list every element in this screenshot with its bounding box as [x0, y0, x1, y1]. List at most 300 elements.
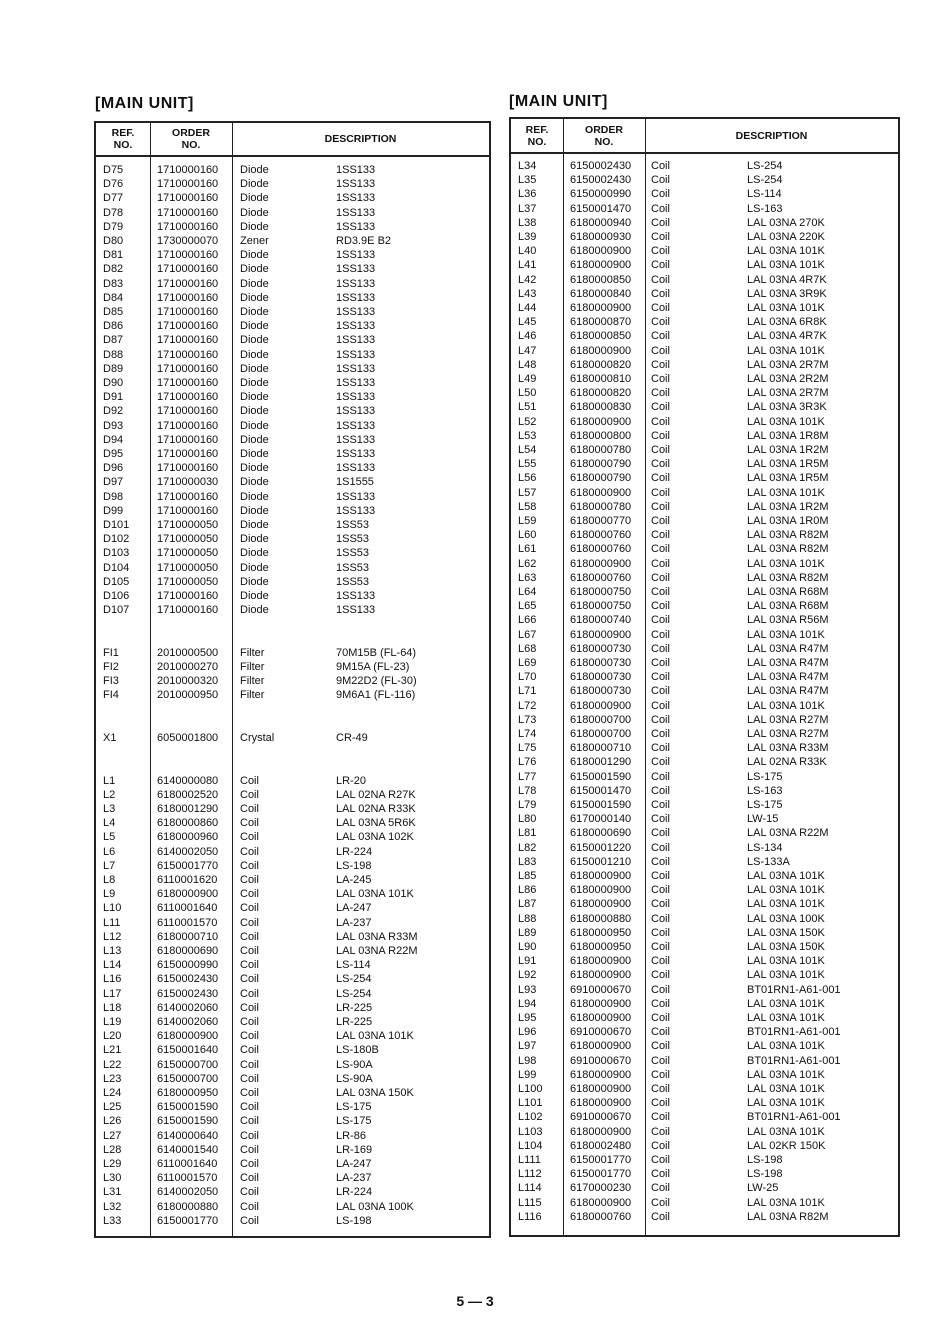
- order-no: 6150000990: [570, 188, 632, 201]
- ref-no: D82: [103, 263, 124, 276]
- part-type: Coil: [240, 874, 259, 886]
- table-row: [511, 912, 898, 926]
- part-type: Coil: [651, 983, 670, 996]
- table-row: [96, 1214, 489, 1228]
- ref-no: L31: [103, 1186, 122, 1199]
- part-type: Diode: [240, 178, 269, 191]
- part-spec: 1SS133: [336, 320, 376, 333]
- order-no: 1710000160: [157, 192, 219, 205]
- order-no: 6180000900: [570, 557, 632, 570]
- part-type: Coil: [651, 458, 670, 471]
- part-spec: 1SS133: [336, 405, 376, 418]
- order-no: 6180000810: [570, 373, 632, 385]
- ref-no: L114: [518, 1182, 542, 1195]
- order-no: 6140002050: [157, 1186, 219, 1199]
- part-type: Coil: [651, 756, 670, 769]
- order-no: 1710000160: [157, 249, 219, 262]
- part-spec: LAL 03NA R47M: [747, 657, 829, 669]
- order-no: 6180000900: [570, 969, 632, 982]
- order-no: 6180000760: [570, 543, 632, 556]
- table-row: [511, 784, 898, 798]
- order-no: 6180000710: [157, 930, 219, 943]
- part-spec: LAL 03NA 101K: [747, 898, 825, 911]
- part-spec: LAL 03NA R22M: [747, 827, 829, 840]
- table-row: [511, 1011, 898, 1025]
- part-type: Coil: [651, 245, 670, 258]
- table-row: [511, 1082, 898, 1096]
- part-type: Coil: [240, 859, 259, 872]
- order-no: 1710000160: [157, 206, 219, 219]
- part-type: Coil: [240, 774, 259, 787]
- ref-no: L24: [103, 1087, 122, 1099]
- order-no: 1710000050: [157, 575, 219, 588]
- ref-no: L22: [103, 1058, 122, 1071]
- table-row: [511, 202, 898, 216]
- part-spec: 1S1555: [336, 476, 374, 489]
- order-no: 6180000780: [570, 500, 632, 513]
- part-type: Coil: [651, 799, 670, 811]
- part-spec: LAL 03NA 6R8K: [747, 316, 827, 329]
- table-row: [511, 1167, 898, 1181]
- part-spec: LR-225: [336, 1001, 373, 1014]
- ref-no: D79: [103, 220, 124, 233]
- part-type: Coil: [651, 500, 670, 513]
- order-no: 6180001290: [570, 756, 632, 769]
- part-spec: LAL 03NA 101K: [747, 415, 825, 428]
- part-type: Coil: [651, 1168, 670, 1181]
- order-no: 1710000160: [157, 604, 219, 617]
- part-spec: LAL 03NA R27M: [747, 728, 829, 740]
- part-spec: 70M15B (FL-64): [336, 646, 417, 659]
- ref-no: L20: [103, 1030, 122, 1043]
- ref-no: D84: [103, 291, 124, 304]
- order-no: 1710000160: [157, 419, 219, 432]
- order-no: 6180000900: [570, 1040, 632, 1053]
- part-spec: 1SS133: [336, 263, 376, 276]
- table-row: [511, 386, 898, 400]
- part-spec: LAL 03NA R33M: [747, 742, 829, 755]
- order-no: 6180000900: [570, 884, 632, 897]
- table-row: [511, 869, 898, 883]
- table-row: [511, 727, 898, 741]
- order-no: 1710000160: [157, 405, 219, 418]
- order-no: 6140000080: [157, 774, 219, 787]
- part-spec: LAL 03NA 101K: [747, 557, 825, 570]
- table-row: [96, 234, 489, 248]
- ref-no: D81: [103, 249, 124, 262]
- ref-no: L6: [103, 845, 116, 858]
- part-type: Coil: [651, 1125, 670, 1138]
- part-type: Diode: [240, 448, 269, 460]
- part-spec: LAL 03NA 270K: [747, 216, 825, 229]
- part-type: Coil: [651, 600, 670, 613]
- table-row: [96, 660, 489, 674]
- ref-no: L88: [518, 912, 537, 925]
- part-spec: LR-169: [336, 1143, 373, 1156]
- part-type: Diode: [240, 192, 269, 205]
- order-no: 6150001210: [570, 855, 632, 868]
- part-spec: 1SS133: [336, 590, 376, 602]
- ref-no: D95: [103, 448, 124, 460]
- table-row: [96, 575, 489, 589]
- part-type: Coil: [651, 358, 670, 371]
- part-spec: LR-20: [336, 774, 366, 787]
- order-no: 1730000070: [157, 235, 219, 247]
- table-row: [511, 486, 898, 500]
- part-type: Coil: [651, 202, 670, 215]
- part-type: Coil: [240, 987, 259, 1000]
- part-spec: LAL 03NA 2R7M: [747, 358, 829, 371]
- order-no: 6110001570: [157, 916, 218, 929]
- order-no: 6180000700: [570, 728, 632, 740]
- ref-no: L97: [518, 1040, 537, 1053]
- part-spec: LAL 03NA 5R6K: [336, 817, 416, 830]
- table-row: [511, 1096, 898, 1110]
- part-type: Diode: [240, 291, 269, 304]
- table-row: [96, 1058, 489, 1072]
- part-type: Coil: [651, 1111, 670, 1124]
- part-type: Coil: [240, 1158, 259, 1170]
- part-type: Coil: [651, 160, 670, 172]
- order-no: 1710000160: [157, 377, 219, 389]
- ref-no: L95: [518, 1012, 537, 1024]
- part-type: Coil: [651, 628, 670, 641]
- order-header-line2: NO.: [594, 135, 614, 148]
- order-no: 6140001540: [157, 1143, 219, 1156]
- part-spec: LAL 03NA 101K: [747, 1012, 825, 1024]
- ref-no: L87: [518, 898, 537, 911]
- part-spec: 9M22D2 (FL-30): [336, 675, 417, 688]
- ref-no: L74: [518, 728, 537, 740]
- ref-no: L14: [103, 959, 122, 972]
- order-no: 6180000880: [570, 912, 632, 925]
- ref-no: L52: [518, 415, 537, 428]
- table-row: [511, 329, 898, 343]
- ref-no: L54: [518, 444, 537, 456]
- ref-no: D96: [103, 462, 124, 475]
- part-spec: LS-254: [747, 160, 783, 172]
- table-row: [96, 419, 489, 433]
- part-type: Coil: [651, 884, 670, 897]
- part-type: Coil: [651, 870, 670, 882]
- part-type: Coil: [651, 855, 670, 868]
- part-type: Coil: [651, 699, 670, 712]
- part-spec: LAL 03NA 1R5M: [747, 458, 829, 471]
- part-spec: LS-114: [336, 959, 371, 972]
- right-table-header: [511, 119, 898, 154]
- part-spec: LAL 02NA R33K: [336, 803, 416, 815]
- table-row: [96, 191, 489, 205]
- order-no: 6150001590: [157, 1101, 219, 1114]
- table-row: [511, 656, 898, 670]
- order-no: 6180000710: [570, 742, 632, 755]
- ref-no: L4: [103, 817, 116, 830]
- ref-no: L21: [103, 1044, 122, 1057]
- order-no: 6180000900: [570, 1097, 632, 1110]
- order-no: 6180000900: [570, 302, 632, 314]
- part-spec: LAL 03NA R68M: [747, 586, 829, 598]
- ref-no: L40: [518, 245, 537, 258]
- ref-no: L69: [518, 657, 537, 669]
- order-no: 1710000160: [157, 448, 219, 460]
- order-no: 6180000900: [157, 888, 219, 901]
- order-no: 6150001640: [157, 1044, 219, 1057]
- ref-no: D98: [103, 490, 124, 503]
- ref-no: L98: [518, 1054, 537, 1067]
- part-spec: LAL 03NA R68M: [747, 600, 829, 613]
- part-type: Coil: [651, 614, 670, 627]
- part-spec: LAL 03NA 1R0M: [747, 515, 829, 527]
- order-no: 6180000790: [570, 458, 632, 471]
- table-row: [511, 983, 898, 997]
- part-type: Diode: [240, 334, 269, 347]
- part-spec: LS-175: [336, 1115, 372, 1128]
- ref-no: L1: [103, 774, 116, 787]
- part-spec: LAL 03NA 1R2M: [747, 500, 829, 513]
- ref-no: D102: [103, 533, 130, 546]
- order-no: 6140000640: [157, 1129, 219, 1142]
- ref-no: D89: [103, 362, 124, 375]
- order-no: 1710000160: [157, 462, 219, 475]
- table-row: [96, 433, 489, 447]
- part-spec: LR-224: [336, 845, 373, 858]
- part-spec: LA-247: [336, 902, 372, 915]
- table-row: [511, 1210, 898, 1224]
- table-row: [511, 812, 898, 826]
- left-table-header: [96, 123, 489, 157]
- part-spec: BT01RN1-A61-001: [747, 983, 841, 996]
- table-row: [511, 826, 898, 840]
- ref-no: L103: [518, 1125, 543, 1138]
- table-row: [96, 703, 489, 717]
- table-row: [511, 1054, 898, 1068]
- part-type: Coil: [651, 941, 670, 953]
- part-spec: LAL 03NA 101K: [747, 1068, 825, 1081]
- table-row: [96, 348, 489, 362]
- order-no: 6180002480: [570, 1139, 632, 1152]
- table-row: [511, 301, 898, 315]
- table-row: [511, 1039, 898, 1053]
- ref-no: L71: [518, 685, 537, 698]
- table-row: [511, 1110, 898, 1124]
- part-type: Diode: [240, 405, 269, 418]
- ref-no: D106: [103, 590, 130, 602]
- part-type: Coil: [651, 330, 670, 343]
- table-row: [511, 244, 898, 258]
- ref-no: D87: [103, 334, 124, 347]
- part-spec: LAL 03NA 102K: [336, 831, 414, 844]
- part-type: Diode: [240, 206, 269, 219]
- order-no: 1710000160: [157, 334, 219, 347]
- table-row: [511, 287, 898, 301]
- part-type: Coil: [651, 1154, 670, 1166]
- table-row: [96, 887, 489, 901]
- table-row: [511, 187, 898, 201]
- table-row: [511, 770, 898, 784]
- part-type: Coil: [240, 831, 259, 844]
- table-row: [96, 674, 489, 688]
- part-type: Diode: [240, 277, 269, 290]
- part-spec: 1SS133: [336, 164, 376, 176]
- part-type: Diode: [240, 504, 269, 517]
- part-spec: 1SS133: [336, 433, 376, 446]
- order-no: 6150001770: [570, 1168, 632, 1181]
- part-type: Coil: [651, 827, 670, 840]
- ref-no: D107: [103, 604, 130, 617]
- order-no: 6180000700: [570, 713, 632, 726]
- order-no: 6180000850: [570, 273, 632, 286]
- ref-no: L18: [103, 1001, 122, 1014]
- order-no: 1710000160: [157, 504, 219, 517]
- part-spec: 1SS133: [336, 178, 376, 191]
- part-spec: LAL 03NA 101K: [747, 344, 825, 357]
- part-spec: LAL 03NA 100K: [336, 1200, 414, 1213]
- table-row: [511, 471, 898, 485]
- part-type: Coil: [651, 1083, 670, 1095]
- table-row: [96, 1043, 489, 1057]
- part-type: Diode: [240, 220, 269, 233]
- part-spec: 9M6A1 (FL-116): [336, 689, 416, 702]
- part-spec: LAL 03NA 3R3K: [747, 401, 827, 414]
- part-spec: 1SS133: [336, 220, 376, 233]
- left-unit-title: [MAIN UNIT]: [95, 95, 194, 112]
- part-spec: LAL 03NA 2R2M: [747, 373, 829, 385]
- description-header: DESCRIPTION: [735, 129, 808, 142]
- part-spec: 1SS133: [336, 348, 376, 361]
- ref-no: L8: [103, 874, 116, 886]
- ref-no: L51: [518, 401, 537, 414]
- ref-no: L91: [518, 955, 537, 968]
- table-row: [511, 642, 898, 656]
- table-row: [96, 248, 489, 262]
- part-type: Coil: [651, 685, 670, 698]
- part-spec: LAL 03NA R47M: [747, 685, 829, 698]
- part-spec: LAL 03NA R33M: [336, 930, 418, 943]
- part-spec: LAL 03NA 101K: [747, 1125, 825, 1138]
- part-type: Coil: [651, 926, 670, 939]
- order-no: 6150002430: [157, 987, 219, 1000]
- part-spec: LA-237: [336, 916, 372, 929]
- part-type: Coil: [651, 387, 670, 400]
- ref-no: L66: [518, 614, 537, 627]
- table-row: [511, 500, 898, 514]
- ref-header-line1: REF.: [525, 123, 549, 136]
- part-type: Coil: [240, 1030, 259, 1043]
- ref-no: D97: [103, 476, 124, 489]
- order-no: 2010000950: [157, 689, 219, 702]
- part-spec: LS-163: [747, 202, 783, 215]
- part-spec: LAL 03NA R56M: [747, 614, 829, 627]
- order-no: 6170000140: [570, 813, 632, 826]
- table-row: [511, 968, 898, 982]
- table-row: [96, 632, 489, 646]
- part-type: Filter: [240, 661, 265, 673]
- ref-no: L92: [518, 969, 537, 982]
- part-spec: LAL 03NA 101K: [747, 699, 825, 712]
- part-spec: 1SS53: [336, 547, 370, 560]
- part-type: Coil: [651, 373, 670, 385]
- table-row: [96, 958, 489, 972]
- part-type: Coil: [240, 817, 259, 830]
- part-type: Diode: [240, 433, 269, 446]
- part-type: Coil: [651, 571, 670, 584]
- part-spec: LW-15: [747, 813, 779, 826]
- table-row: [96, 944, 489, 958]
- order-no: 6180000870: [570, 316, 632, 329]
- ref-no: L50: [518, 387, 537, 400]
- part-spec: LAL 03NA 101K: [747, 302, 825, 314]
- part-spec: 1SS133: [336, 306, 376, 318]
- ref-no: L43: [518, 287, 537, 300]
- part-type: Coil: [651, 302, 670, 314]
- part-spec: LS-254: [747, 174, 783, 187]
- part-spec: LA-237: [336, 1172, 372, 1185]
- order-no: 6180000750: [570, 586, 632, 598]
- order-no: 2010000500: [157, 646, 219, 659]
- order-no: 1710000160: [157, 320, 219, 333]
- table-row: [511, 1025, 898, 1039]
- table-row: [96, 220, 489, 234]
- table-row: [96, 1114, 489, 1128]
- part-type: Diode: [240, 519, 269, 531]
- order-no: 1710000050: [157, 561, 219, 574]
- right-parts-table: [509, 117, 900, 1237]
- table-row: [96, 688, 489, 702]
- table-row: [96, 873, 489, 887]
- table-row: [96, 546, 489, 560]
- order-no: 6180000780: [570, 444, 632, 456]
- table-row: [96, 532, 489, 546]
- table-row: [96, 447, 489, 461]
- order-no: 6180000950: [570, 926, 632, 939]
- part-type: Coil: [651, 316, 670, 329]
- order-no: 1710000160: [157, 590, 219, 602]
- part-spec: LA-247: [336, 1158, 372, 1170]
- part-type: Coil: [240, 1072, 259, 1085]
- table-row: [511, 599, 898, 613]
- table-row: [96, 930, 489, 944]
- ref-no: L42: [518, 273, 537, 286]
- part-spec: LS-198: [747, 1154, 783, 1166]
- ref-no: D103: [103, 547, 130, 560]
- table-row: [96, 717, 489, 731]
- part-type: Coil: [651, 529, 670, 542]
- part-type: Coil: [651, 586, 670, 598]
- order-no: 6150000990: [157, 959, 219, 972]
- order-no: 6180000820: [570, 387, 632, 400]
- part-spec: 1SS133: [336, 604, 376, 617]
- part-spec: 1SS133: [336, 192, 376, 205]
- part-spec: LAL 03NA R82M: [747, 543, 829, 556]
- ref-no: L10: [103, 902, 122, 915]
- ref-no: L45: [518, 316, 537, 329]
- ref-no: L46: [518, 330, 537, 343]
- part-type: Coil: [240, 1058, 259, 1071]
- part-spec: LAL 03NA 150K: [747, 926, 825, 939]
- part-type: Coil: [651, 841, 670, 854]
- ref-no: L36: [518, 188, 537, 201]
- part-type: Coil: [240, 1172, 259, 1185]
- part-spec: LAL 03NA 101K: [747, 955, 825, 968]
- table-row: [511, 755, 898, 769]
- ref-no: L56: [518, 472, 537, 485]
- part-spec: LS-133A: [747, 855, 790, 868]
- ref-no: L58: [518, 500, 537, 513]
- table-row: [511, 344, 898, 358]
- part-spec: BT01RN1-A61-001: [747, 1111, 841, 1124]
- ref-no: L67: [518, 628, 537, 641]
- ref-no: D88: [103, 348, 124, 361]
